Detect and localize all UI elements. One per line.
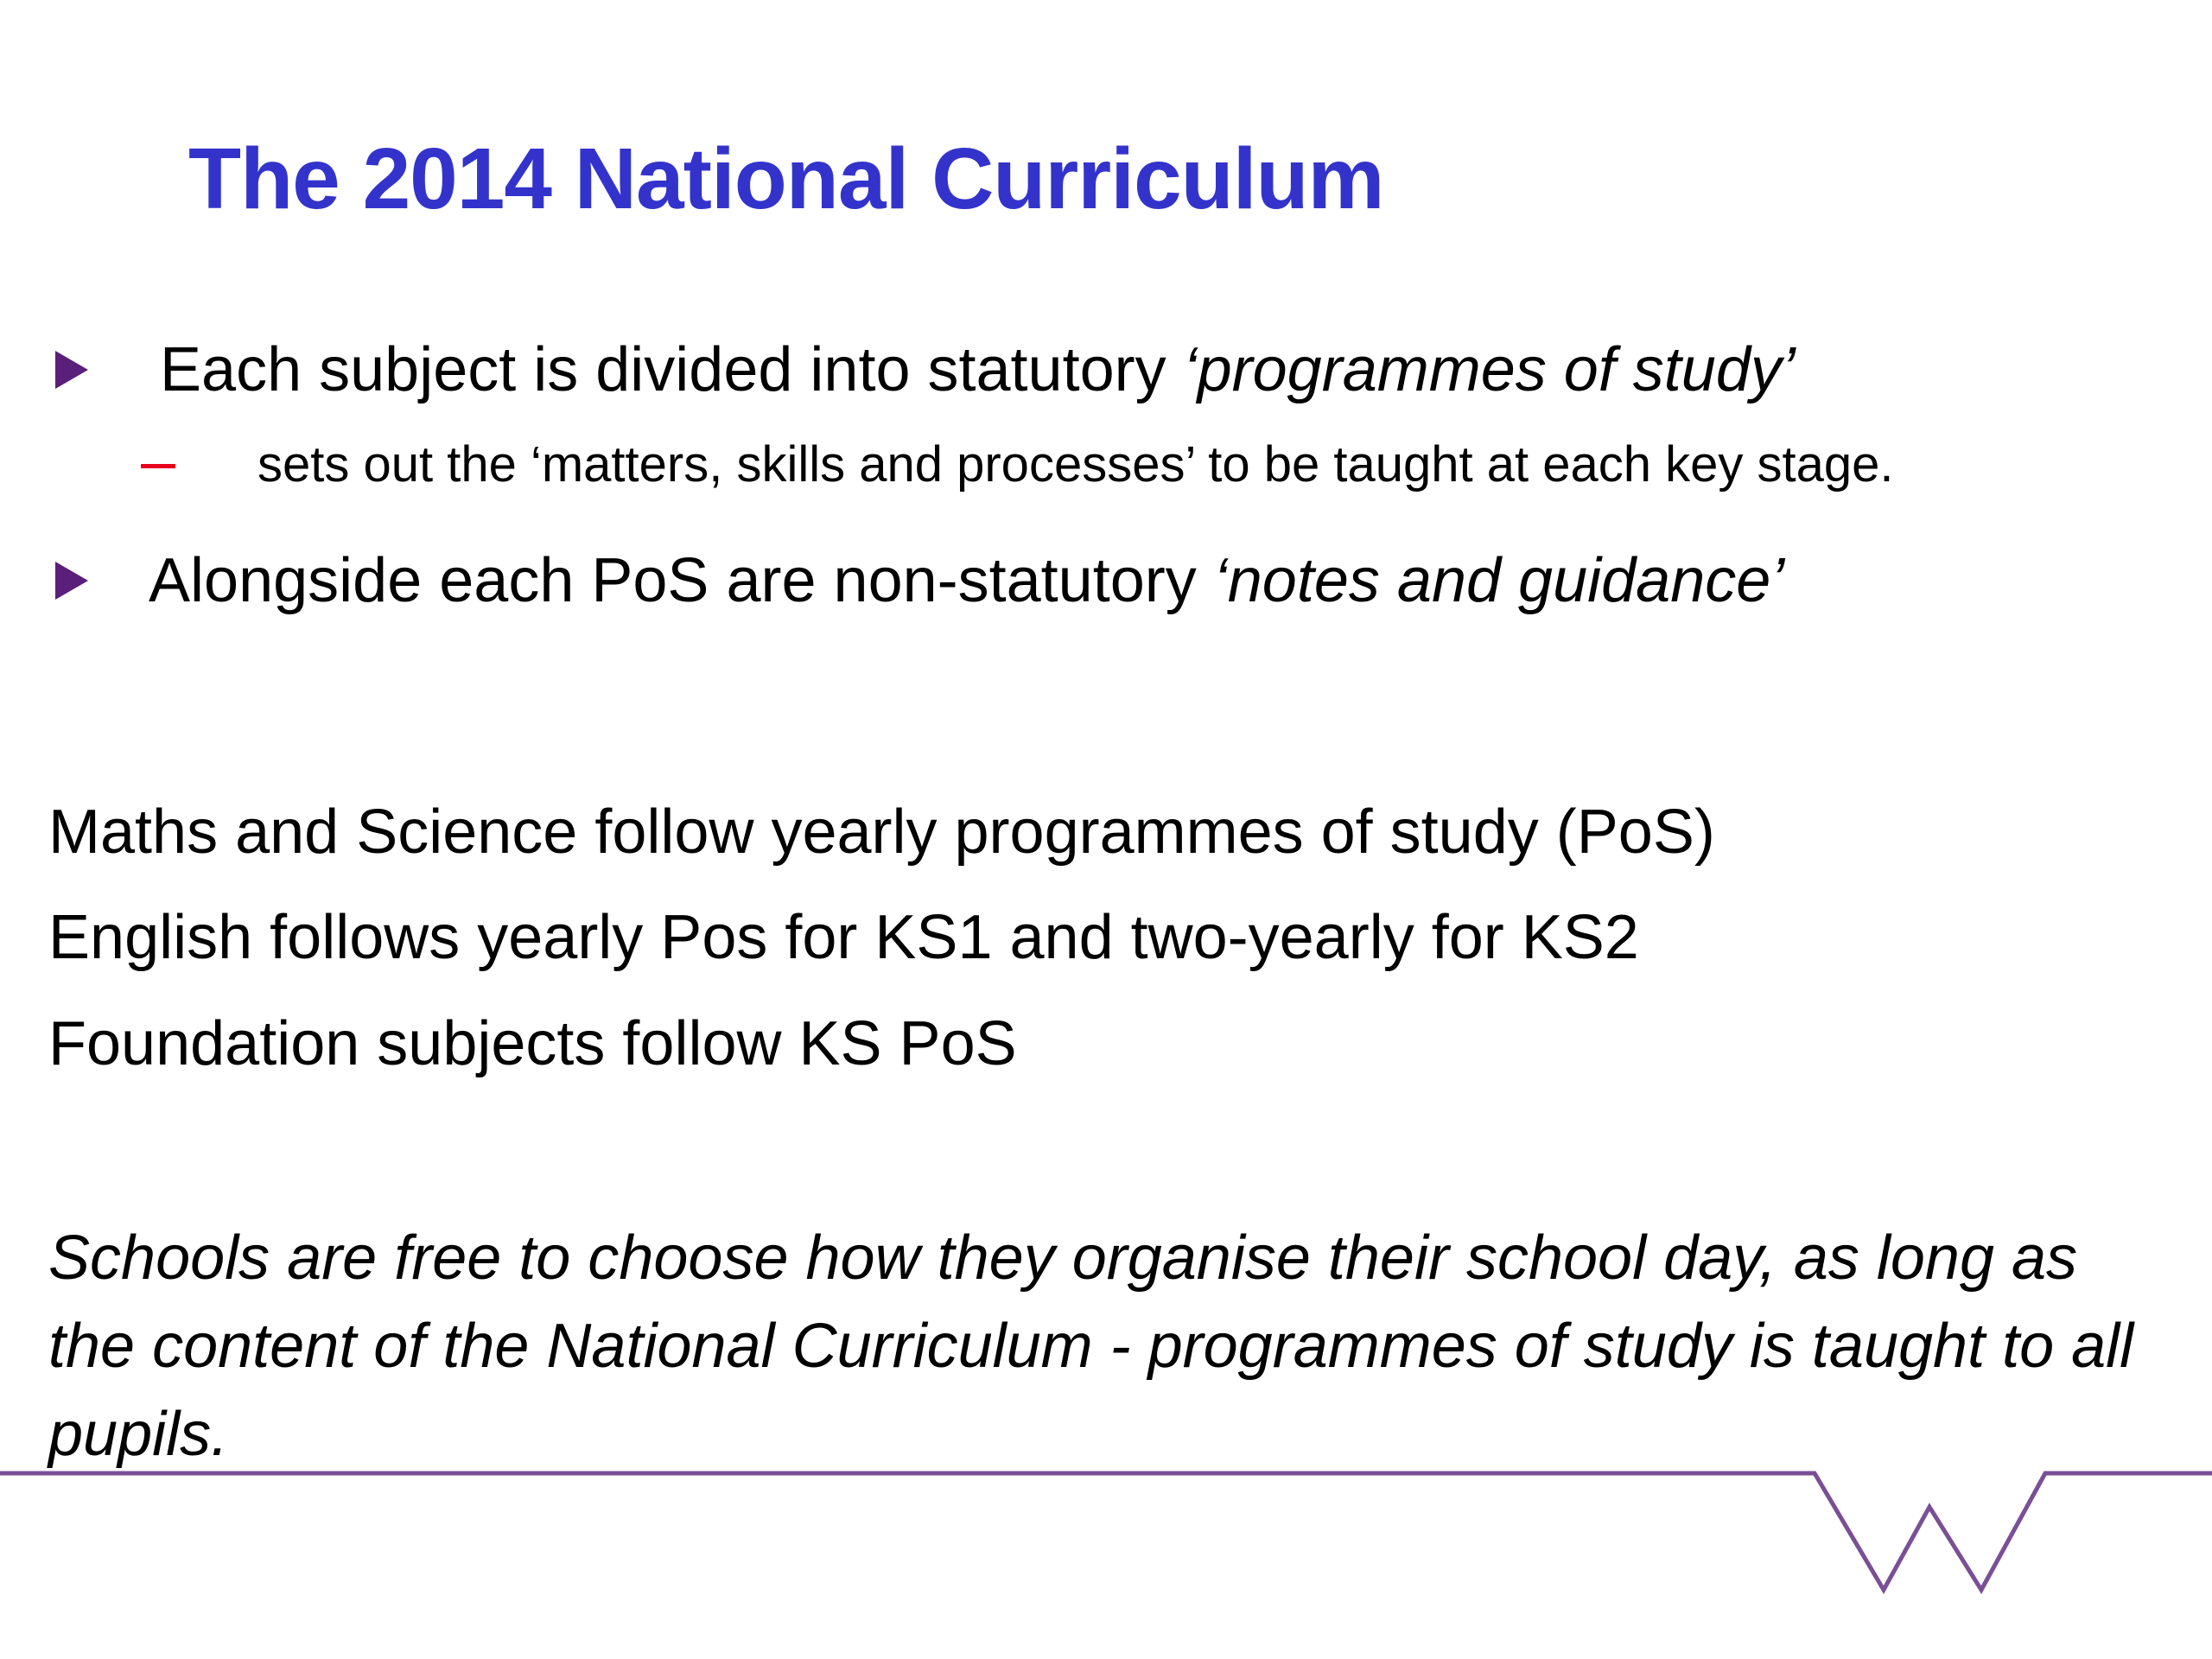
closing-statement: Schools are free to choose how they organise their school day, as long as the content of the National Curriculum - programmes of study is taught to all pupils. <box>48 1224 2134 1469</box>
bullet-item-2-emphasis: ‘notes and guidance’ <box>1213 546 1785 615</box>
bullet-item-2-text: Alongside each PoS are non-statutory <box>149 546 1214 615</box>
bullet-item-1-text: Each subject is divided into statutory <box>160 335 1184 404</box>
bullet-item-1-emphasis: ‘programmes of study’ <box>1183 335 1796 404</box>
slide-title: The 2014 National Curriculum <box>188 130 1384 227</box>
info-line-english: English follows yearly Pos for KS1 and two-yearly for KS2 <box>48 903 1639 972</box>
info-line-maths-science: Maths and Science follow yearly programmes of study (PoS) <box>48 798 1715 867</box>
sub-item-1: sets out the ‘matters, skills and processes’ to be taught at each key stage. <box>257 436 1894 493</box>
info-line-foundation: Foundation subjects follow KS PoS <box>48 1009 1017 1078</box>
footer-line-icon <box>0 1473 2212 1590</box>
